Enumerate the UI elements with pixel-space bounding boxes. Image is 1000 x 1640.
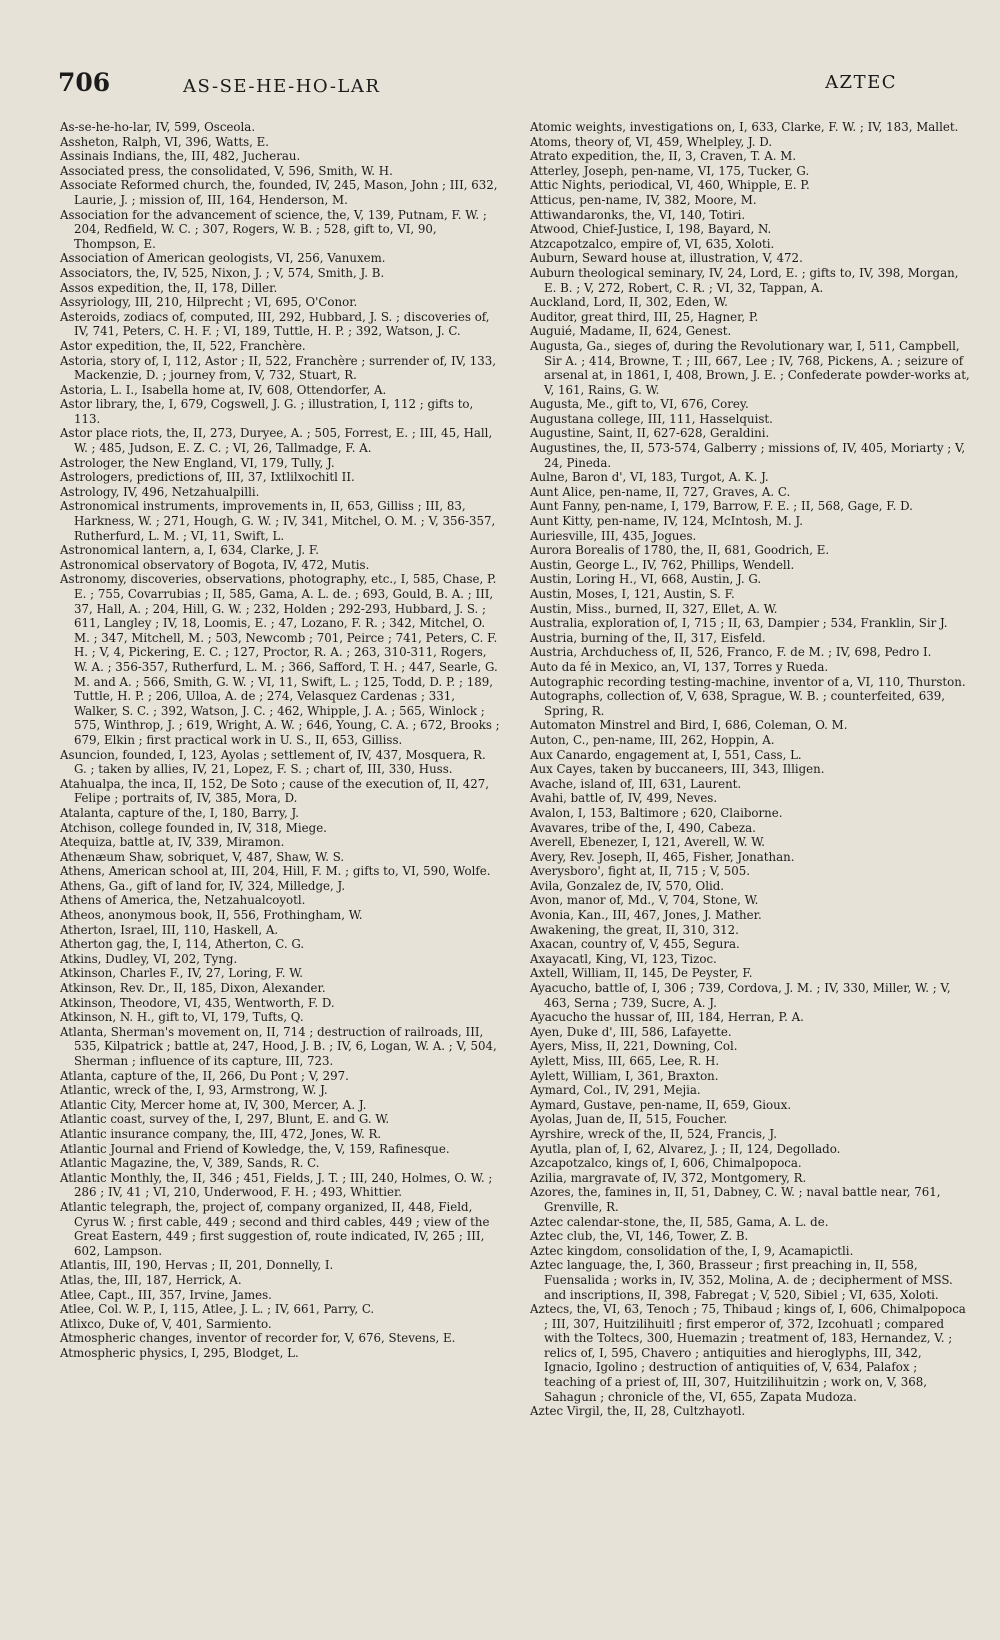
index-entry: Ayrshire, wreck of the, II, 524, Francis, J. [530, 1126, 777, 1141]
index-entry: Atkins, Dudley, VI, 202, Tyng. [60, 951, 238, 966]
index-entry: Auditor, great third, III, 25, Hagner, P. [530, 309, 759, 324]
index-entry: Atlantic insurance company, the, III, 472, Jones, W. R. [60, 1126, 382, 1141]
index-entry: Azcapotzalco, kings of, I, 606, Chimalpopoca. [530, 1156, 802, 1171]
index-entry: Associators, the, IV, 525, Nixon, J. ; V, 574, Smith, J. B. [60, 265, 385, 280]
index-entry: Averell, Ebenezer, I, 121, Averell, W. W. [530, 835, 766, 850]
index-entry: Aztec club, the, VI, 146, Tower, Z. B. [530, 1229, 749, 1244]
index-entry: Avery, Rev. Joseph, II, 465, Fisher, Jonathan. [530, 849, 795, 864]
index-entry: Atwood, Chief-Justice, I, 198, Bayard, N. [530, 222, 772, 237]
index-entry: Astronomical observatory of Bogota, IV, 472, Mutis. [60, 557, 370, 572]
index-entry: Atticus, pen-name, IV, 382, Moore, M. [530, 192, 757, 207]
index-entry: Augustines, the, II, 573-574, Galberry ; missions of, IV, 405, Moriarty ; V, 24, Pineda. [530, 441, 966, 470]
index-entry: Atherton, Israel, III, 110, Haskell, A. [60, 922, 279, 937]
index-entry: Ayacucho, battle of, I, 306 ; 739, Cordova, J. M. ; IV, 330, Miller, W. ; V, 463, Serna ; 739, Sucre, A. J. [530, 981, 951, 1010]
index-entry: Atlantic Journal and Friend of Kowledge, the, V, 159, Rafinesque. [60, 1141, 450, 1156]
index-entry: Aylett, Miss, III, 665, Lee, R. H. [530, 1054, 720, 1068]
index-entry: Aurora Borealis of 1780, the, II, 681, Goodrich, E. [530, 543, 830, 558]
index-entry: Austria, Archduchess of, II, 526, Franco, F. de M. ; IV, 698, Pedro I. [530, 645, 932, 660]
index-entry: Aymard, Col., IV, 291, Mejia. [530, 1083, 701, 1098]
index-entry: Atlee, Capt., III, 357, Irvine, James. [60, 1287, 272, 1302]
index-entry: Avahi, battle of, IV, 499, Neves. [530, 791, 718, 806]
index-entry: Auto da fé in Mexico, an, VI, 137, Torres y Rueda. [530, 659, 829, 674]
index-entry: Astrologer, the New England, VI, 179, Tully, J. [60, 455, 335, 470]
index-entry: Astronomical lantern, a, I, 634, Clarke, J. F. [60, 543, 319, 558]
index-entry: Aymard, Gustave, pen-name, II, 659, Gioux. [530, 1097, 792, 1112]
index-entry: Aztec kingdom, consolidation of the, I, 9, Acamapictli. [530, 1243, 854, 1258]
index-entry: Atmospheric changes, inventor of recorder for, V, 676, Stevens, E. [60, 1331, 456, 1346]
index-entry: Ayacucho the hussar of, III, 184, Herran, P. A. [530, 1010, 804, 1025]
page-header [58, 68, 942, 108]
index-entry: Auburn, Seward house at, illustration, V, 472. [530, 251, 803, 266]
index-entry: Athens of America, the, Netzahualcoyotl. [60, 893, 306, 908]
index-entry: Avila, Gonzalez de, IV, 570, Olid. [530, 878, 725, 893]
index-entry: Austin, George L., IV, 762, Phillips, Wendell. [530, 557, 795, 572]
index-entry: Atkinson, N. H., gift to, VI, 179, Tufts, Q. [60, 1010, 304, 1025]
right-column [530, 120, 970, 1419]
index-entry: Auguié, Madame, II, 624, Genest. [530, 324, 732, 339]
index-entry: Axayacatl, King, VI, 123, Tizoc. [530, 951, 717, 966]
index-entry: Avonia, Kan., III, 467, Jones, J. Mather. [530, 908, 762, 923]
index-entry: Axtell, William, II, 145, De Peyster, F. [530, 966, 753, 981]
index-entry: Aux Cayes, taken by buccaneers, III, 343, Illigen. [530, 762, 825, 777]
index-entry: Assos expedition, the, II, 178, Diller. [60, 280, 278, 295]
index-entry: Atterley, Joseph, pen-name, VI, 175, Tucker, G. [530, 163, 810, 178]
index-entry: Avalon, I, 153, Baltimore ; 620, Claiborne. [530, 805, 783, 820]
index-entry: Austria, burning of the, II, 317, Eisfeld. [530, 630, 766, 645]
left-column [60, 120, 500, 1360]
index-entry: Atlantic coast, survey of the, I, 297, Blunt, E. and G. W. [60, 1112, 390, 1127]
page-number: 706 [58, 68, 111, 97]
index-entry: Astor expedition, the, II, 522, Franchère. [60, 338, 306, 353]
index-entry: Autographs, collection of, V, 638, Sprague, W. B. ; counterfeited, 639, Spring, R. [530, 689, 946, 718]
running-head-left: AS-SE-HE-HO-LAR [183, 76, 381, 97]
index-entry: Atlanta, capture of the, II, 266, Du Pont ; V, 297. [60, 1068, 349, 1083]
index-entry: Atlanta, Sherman's movement on, II, 714 ; destruction of railroads, III, 535, Kilpatrick ; battle at, 247, Hood, J. B. ; IV, 6, Logan, W. A. ; V, 504, Sherman ; influence of its capture, III, 723. [60, 1024, 497, 1068]
index-entry: Athens, Ga., gift of land for, IV, 324, Milledge, J. [60, 878, 346, 893]
index-entry: Auriesville, III, 435, Jogues. [530, 528, 697, 543]
index-entry: Astrology, IV, 496, Netzahualpilli. [60, 484, 260, 499]
index-entry: Augusta, Me., gift to, VI, 676, Corey. [530, 397, 749, 412]
index-entry: Australia, exploration of, I, 715 ; II, 63, Dampier ; 534, Franklin, Sir J. [530, 616, 948, 631]
index-entry: Astrologers, predictions of, III, 37, Ixtlilxochitl II. [60, 470, 355, 485]
index-entry: Astronomical instruments, improvements in, II, 653, Gilliss ; III, 83, Harkness, W. ; 271, Hough, G. W. ; IV, 341, Mitchel, O. M. ; V, 356-357, Rutherfurd, L. M. ; VI, 11, Swift, L. [60, 499, 496, 543]
index-entry: Atlantic City, Mercer home at, IV, 300, Mercer, A. J. [60, 1097, 367, 1112]
index-entry: Atmospheric physics, I, 295, Blodget, L. [60, 1345, 299, 1360]
index-entry: Atlantis, III, 190, Hervas ; II, 201, Donnelly, I. [60, 1258, 334, 1273]
index-entry: Atahualpa, the inca, II, 152, De Soto ; cause of the execution of, II, 427, Felipe ; portraits of, IV, 385, Mora, D. [60, 776, 490, 806]
index-entry: Atalanta, capture of the, I, 180, Barry, J. [60, 805, 300, 820]
index-entry: Association of American geologists, VI, 256, Vanuxem. [60, 251, 386, 266]
index-entry: Austin, Loring H., VI, 668, Austin, J. G. [530, 572, 762, 587]
index-entry: Atlixco, Duke of, V, 401, Sarmiento. [60, 1316, 272, 1331]
index-entry: Azores, the, famines in, II, 51, Dabney, C. W. ; naval battle near, 761, Grenville, R. [530, 1185, 941, 1214]
index-entry: Averysboro', fight at, II, 715 ; V, 505. [530, 864, 750, 879]
index-entry: Aztec Virgil, the, II, 28, Cultzhayotl. [530, 1404, 746, 1419]
index-entry: Avache, island of, III, 631, Laurent. [530, 776, 742, 791]
index-entry: Ayutla, plan of, I, 62, Alvarez, J. ; II, 124, Degollado. [530, 1141, 841, 1156]
index-entry: Associate Reformed church, the, founded, IV, 245, Mason, John ; III, 632, Laurie, J. ; mission of, III, 164, Henderson, M. [60, 178, 498, 207]
index-entry: Athenæum Shaw, sobriquet, V, 487, Shaw, W. S. [60, 849, 345, 864]
index-entry: Atchison, college founded in, IV, 318, Miege. [60, 820, 327, 835]
index-entry: Automaton Minstrel and Bird, I, 686, Coleman, O. M. [530, 718, 848, 733]
index-entry: Auckland, Lord, II, 302, Eden, W. [530, 295, 728, 310]
index-entry: Aux Canardo, engagement at, I, 551, Cass, L. [530, 747, 802, 762]
running-head-right: AZTEC [825, 72, 897, 93]
index-entry: As-se-he-ho-lar, IV, 599, Osceola. [60, 120, 256, 134]
index-entry: Assinais Indians, the, III, 482, Jucherau. [60, 149, 301, 164]
index-entry: Asuncion, founded, I, 123, Ayolas ; settlement of, IV, 437, Mosquera, R. G. ; taken by allies, IV, 21, Lopez, F. S. ; chart of, III, 330, Huss. [60, 747, 486, 777]
index-entry: Ayolas, Juan de, II, 515, Foucher. [530, 1112, 728, 1127]
index-entry: Avon, manor of, Md., V, 704, Stone, W. [530, 893, 759, 908]
index-entry: Avavares, tribe of the, I, 490, Cabeza. [530, 820, 756, 835]
index-entry: Association for the advancement of science, the, V, 139, Putnam, F. W. ; 204, Redfield, W. C. ; 307, Rogers, W. B. ; 528, gift to, VI, 90, Thompson, E. [60, 207, 487, 251]
index-entry: Astor library, the, I, 679, Cogswell, J. G. ; illustration, I, 112 ; gifts to, 113. [60, 397, 474, 426]
index-entry: Augustine, Saint, II, 627-628, Geraldini. [530, 426, 770, 441]
index-entry: Atlee, Col. W. P., I, 115, Atlee, J. L. ; IV, 661, Parry, C. [60, 1302, 375, 1317]
index-entry: Aztecs, the, VI, 63, Tenoch ; 75, Thibaud ; kings of, I, 606, Chimalpopoca ; III, 307, Huitzilihuitl ; first emperor of, 372, Izcohuatl ; compared with the Toltecs, 300, Huemazin ; treatment of, 183, Hernandez, V. ; relics of, I, 595, Chavero ; antiquities and hieroglyphs, III, 342, Ignacio, Igolino ; destruction of antiquities of, V, 634, Palafox ; teaching of a priest of, III, 307, Huitzilihuitzin ; work on, V, 368, Sahagun ; chronicle of the, VI, 655, Zapata Mudoza. [530, 1302, 966, 1404]
index-entry: Astoria, story of, I, 112, Astor ; II, 522, Franchère ; surrender of, IV, 133, Mackenzie, D. ; journey from, V, 732, Stuart, R. [60, 353, 497, 383]
index-entry: Assheton, Ralph, VI, 396, Watts, E. [60, 134, 269, 149]
index-entry: Atherton gag, the, I, 114, Atherton, C. G. [60, 937, 305, 952]
index-entry: Aztec language, the, I, 360, Brasseur ; first preaching in, II, 558, Fuensalida ; works in, IV, 352, Molina, A. de ; decipherment of MSS. and inscriptions, II, 398, Fabregat ; V, 520, Sibiel ; VI, 635, Xoloti. [530, 1258, 953, 1302]
index-entry: Atlas, the, III, 187, Herrick, A. [60, 1272, 242, 1287]
index-entry: Aulne, Baron d', VI, 183, Turgot, A. K. J. [530, 470, 769, 485]
index-entry: Atkinson, Rev. Dr., II, 185, Dixon, Alexander. [60, 981, 326, 996]
index-entry: Austin, Miss., burned, II, 327, Ellet, A. W. [530, 601, 778, 616]
index-entry: Atlantic Magazine, the, V, 389, Sands, R. C. [60, 1156, 320, 1171]
index-entry: Aunt Alice, pen-name, II, 727, Graves, A. C. [530, 484, 791, 499]
index-entry: Azilia, margravate of, IV, 372, Montgomery, R. [530, 1170, 807, 1185]
index-entry: Augusta, Ga., sieges of, during the Revolutionary war, I, 511, Campbell, Sir A. ; 414, Browne, T. ; III, 667, Lee ; IV, 768, Pickens, A. ; seizure of arsenal at, in 1861, I, 408, Brown, J. E. ; Confederate powder-works at, V, 161, Rains, G. W. [530, 338, 970, 397]
index-entry: Aunt Kitty, pen-name, IV, 124, McIntosh, M. J. [530, 514, 803, 529]
index-entry: Atlantic Monthly, the, II, 346 ; 451, Fields, J. T. ; III, 240, Holmes, O. W. ; 286 ; IV, 41 ; VI, 210, Underwood, F. H. ; 493, Whittier. [60, 1170, 493, 1200]
index-entry: Atrato expedition, the, II, 3, Craven, T. A. M. [530, 149, 797, 164]
index-entry: Atlantic, wreck of the, I, 93, Armstrong, W. J. [60, 1083, 328, 1098]
index-entry: Atoms, theory of, VI, 459, Whelpley, J. D. [530, 134, 773, 149]
index-entry: Associated press, the consolidated, V, 596, Smith, W. H. [60, 163, 393, 178]
index-entry: Asteroids, zodiacs of, computed, III, 292, Hubbard, J. S. ; discoveries of, IV, 741, Peters, C. H. F. ; VI, 189, Tuttle, H. P. ; 392, Watson, J. C. [60, 309, 490, 339]
index-entry: Atzcapotzalco, empire of, VI, 635, Xoloti. [530, 236, 775, 251]
index-entry: Attiwandaronks, the, VI, 140, Totiri. [530, 207, 746, 222]
index-entry: Aunt Fanny, pen-name, I, 179, Barrow, F. E. ; II, 568, Gage, F. D. [530, 499, 913, 514]
index-entry: Astronomy, discoveries, observations, photography, etc., I, 585, Chase, P. E. ; 755, Covarrubias ; II, 585, Gama, A. L. de. ; 693, Gould, B. A. ; III, 37, Hall, A. ; 204, Hill, G. W. ; 232, Holden ; 292-293, Hubbard, J. S. ; 611, Langley ; IV, 18, Loomis, E. ; 47, Lozano, F. R. ; 342, Mitchel, O. M. ; 347, Mitchell, M. ; 503, Newcomb ; 701, Peirce ; 741, Peters, C. F. H. ; V, 4, Pickering, E. C. ; 127, Proctor, R. A. ; 263, 310-311, Rogers, W. A. ; 356-357, Rutherfurd, L. M. ; 366, Safford, T. H. ; 447, Searle, G. M. and A. ; 566, Smith, G. W. ; VI, 11, Swift, L. ; 125, Todd, D. P. ; 189, Tuttle, H. P. ; 206, Ulloa, A. de ; 274, Velasquez Cardenas ; 331, Walker, S. C. ; 392, Watson, J. C. ; 462, Whipple, J. A. ; 565, Winlock ; 575, Winthrop, J. ; 619, Wright, A. W. ; 646, Young, C. A. ; 672, Brooks ; 679, Elkin ; first practical work in U. S., II, 653, Gilliss. [60, 572, 500, 747]
index-entry: Ayers, Miss, II, 221, Downing, Col. [530, 1039, 738, 1054]
index-entry: Augustana college, III, 111, Hasselquist. [530, 411, 773, 426]
index-entry: Autographic recording testing-machine, inventor of a, VI, 110, Thurston. [530, 674, 966, 689]
index-entry: Atkinson, Theodore, VI, 435, Wentworth, F. D. [60, 995, 335, 1010]
index-entry: Awakening, the great, II, 310, 312. [530, 922, 739, 937]
index-entry: Austin, Moses, I, 121, Austin, S. F. [530, 587, 735, 601]
index-entry: Atheos, anonymous book, II, 556, Frothingham, W. [60, 908, 363, 923]
index-entry: Atequiza, battle at, IV, 339, Miramon. [60, 835, 285, 850]
index-entry: Auton, C., pen-name, III, 262, Hoppin, A. [530, 732, 775, 747]
index-entry: Aylett, William, I, 361, Braxton. [530, 1068, 719, 1083]
index-entry: Attic Nights, periodical, VI, 460, Whipple, E. P. [530, 178, 810, 193]
index-entry: Atomic weights, investigations on, I, 633, Clarke, F. W. ; IV, 183, Mallet. [530, 120, 959, 134]
index-entry: Auburn theological seminary, IV, 24, Lord, E. ; gifts to, IV, 398, Morgan, E. B. ; V, 272, Robert, C. R. ; VI, 32, Tappan, A. [530, 265, 959, 295]
index-entry: Astor place riots, the, II, 273, Duryee, A. ; 505, Forrest, E. ; III, 45, Hall, W. ; 485, Judson, E. Z. C. ; VI, 26, Tallmadge, F. A. [60, 426, 493, 456]
index-entry: Ayen, Duke d', III, 586, Lafayette. [530, 1024, 732, 1039]
index-entry: Axacan, country of, V, 455, Segura. [530, 937, 740, 952]
index-entry: Astoria, L. I., Isabella home at, IV, 608, Ottendorfer, A. [60, 382, 387, 397]
index-entry: Atlantic telegraph, the, project of, company organized, II, 448, Field, Cyrus W. ; first cable, 449 ; second and third cables, 449 ; view of the Great Eastern, 449 ; first suggestion of, route indicated, IV, 265 ; III, 602, Lampson. [60, 1199, 490, 1258]
index-entry: Assyriology, III, 210, Hilprecht ; VI, 695, O'Conor. [60, 295, 358, 310]
index-entry: Athens, American school at, III, 204, Hill, F. M. ; gifts to, VI, 590, Wolfe. [60, 864, 491, 879]
index-entry: Atkinson, Charles F., IV, 27, Loring, F. W. [60, 966, 304, 981]
index-entry: Aztec calendar-stone, the, II, 585, Gama, A. L. de. [530, 1214, 829, 1229]
